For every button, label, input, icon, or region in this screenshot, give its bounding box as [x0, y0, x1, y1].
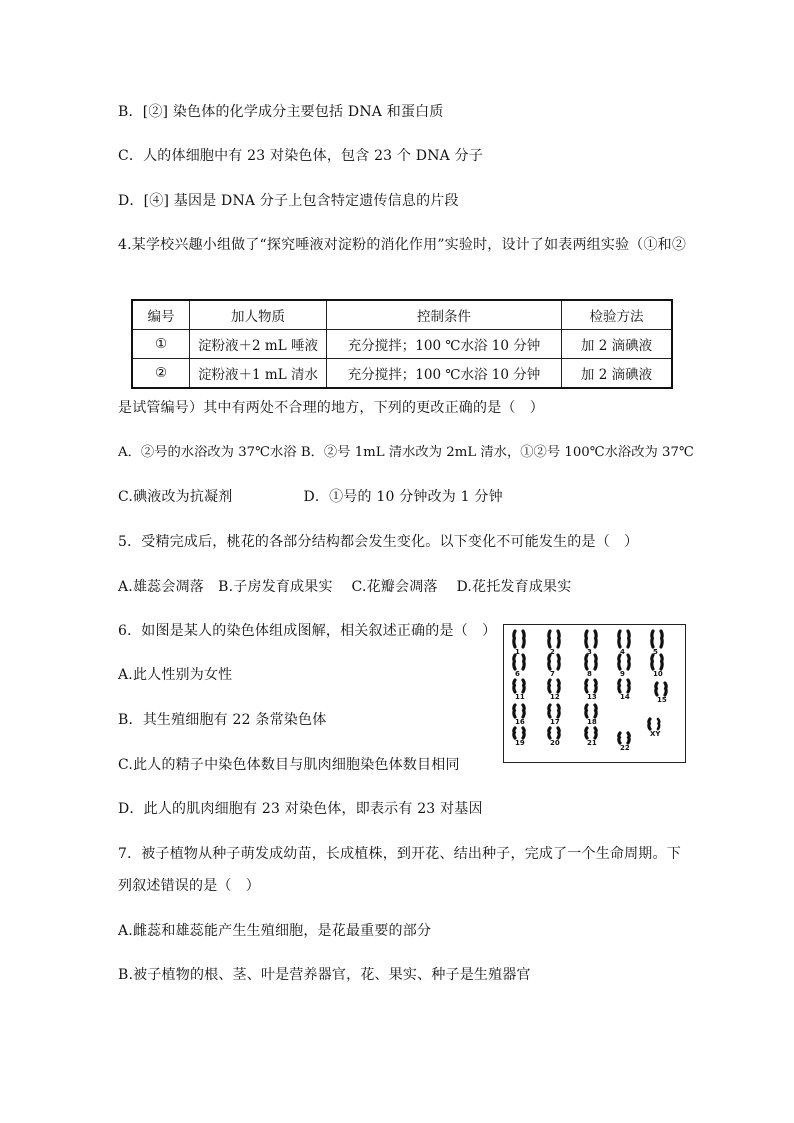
- chromosome-label: 18: [587, 718, 597, 726]
- chromosome-pair-2: [549, 631, 559, 656]
- chromosome-pair-1: [514, 631, 524, 656]
- table-row: [132, 330, 672, 359]
- chromosome-pair-20: [549, 728, 560, 747]
- chromosome-pair-13: [586, 680, 597, 701]
- q6-stem: 6．如图是某人的染色体组成图解，相关叙述正确的是（ ）: [118, 623, 497, 639]
- chromosome-label: 16: [515, 718, 525, 726]
- table-cell: 充分搅拌；100 ℃水浴 10 分钟: [327, 330, 562, 359]
- chromosome-label: 10: [653, 670, 663, 678]
- q4-options-ab: A．②号的水浴改为 37℃水浴 B．②号 1mL 清水改为 2mL 清水，①②号 100℃水浴改为 37℃: [118, 445, 694, 460]
- chromosome-pair-5: [652, 631, 662, 656]
- chromosome-pair-8: [586, 655, 596, 678]
- chromosome-label: 15: [657, 696, 667, 704]
- table-row: [132, 359, 672, 389]
- q3-option-b: B．[②] 染色体的化学成分主要包括 DNA 和蛋白质: [118, 104, 444, 120]
- chromosome-pair-18: [586, 705, 597, 726]
- chromosome-label: XY: [650, 730, 661, 738]
- chromosome-label: 4: [620, 648, 625, 656]
- karyotype-figure: [503, 624, 686, 763]
- chromosome-label: 17: [550, 718, 560, 726]
- chromosome-label: 7: [550, 670, 555, 678]
- chromosome-pair-9: [619, 655, 629, 678]
- q6-option-c: C.此人的精子中染色体数目与肌肉细胞染色体数目相同: [118, 757, 460, 773]
- chromosome-label: 21: [587, 739, 597, 747]
- chromosome-label: 1: [515, 648, 520, 656]
- table-header: 控制条件: [327, 300, 562, 330]
- chromosome-label: 5: [653, 648, 658, 656]
- q5-stem: 5．受精完成后，桃花的各部分结构都会发生变化。以下变化不可能发生的是（ ）: [118, 534, 639, 550]
- chromosome-label: 9: [620, 670, 625, 678]
- table-header-row: [132, 300, 672, 330]
- chromosome-pair-12: [549, 680, 560, 701]
- q6-option-d: D．此人的肌肉细胞有 23 对染色体，即表示有 23 对基因: [118, 801, 483, 817]
- table-header: 加人物质: [190, 300, 327, 330]
- table-header: 检验方法: [562, 300, 673, 330]
- chromosome-pair-11: [514, 680, 525, 701]
- chromosome-label: 13: [587, 693, 597, 701]
- experiment-table: [131, 299, 673, 389]
- chromosome-label: 6: [515, 670, 520, 678]
- chromosome-pair-22: [619, 733, 630, 752]
- q4-stem-part2: 是试管编号）其中有两处不合理的地方，下列的更改正确的是（ ）: [118, 400, 544, 416]
- table-cell: 淀粉液＋1 mL 清水: [190, 359, 327, 389]
- q4-options-cd: C.碘液改为抗凝剂 D．①号的 10 分钟改为 1 分钟: [118, 489, 503, 505]
- chromosome-label: 11: [515, 693, 525, 701]
- q7-stem-line1: 7．被子植物从种子萌发成幼苗，长成植株，到开花、结出种子，完成了一个生命周期。下: [118, 846, 681, 862]
- table-cell: 加 2 滴碘液: [562, 359, 673, 389]
- chromosome-label: 14: [620, 693, 630, 701]
- chromosome-pair-17: [549, 705, 560, 726]
- q6-option-a: A.此人性别为女性: [118, 667, 233, 683]
- chromosome-label: 19: [515, 739, 525, 747]
- chromosome-pair-15: [656, 683, 667, 704]
- chromosome-label: 2: [550, 648, 555, 656]
- chromosome-pair-10: [652, 655, 663, 678]
- q7-option-a: A.雌蕊和雄蕊能产生生殖细胞，是花最重要的部分: [118, 923, 432, 939]
- chromosome-pair-3: [586, 631, 596, 656]
- table-cell: ②: [132, 359, 190, 389]
- chromosome-pair-16: [514, 705, 525, 726]
- chromosome-label: 8: [587, 670, 592, 678]
- table-cell: ①: [132, 330, 190, 359]
- chromosome-label: 20: [550, 739, 560, 747]
- q7-stem-line2: 列叙述错误的是（ ）: [118, 878, 260, 894]
- chromosome-label: 22: [620, 744, 630, 752]
- q3-option-c: C．人的体细胞中有 23 对染色体，包含 23 个 DNA 分子: [118, 148, 484, 164]
- table-cell: 加 2 滴碘液: [562, 330, 673, 359]
- q6-option-b: B．其生殖细胞有 22 条常染色体: [118, 712, 327, 728]
- q5-options: A.雄蕊会凋落 B.子房发育成果实 C.花瓣会凋落 D.花托发育成果实: [118, 579, 572, 595]
- q3-option-d: D．[④] 基因是 DNA 分子上包含特定遗传信息的片段: [118, 193, 459, 209]
- chromosome-pair-4: [619, 631, 629, 656]
- chromosome-pair-21: [586, 728, 597, 747]
- table-cell: 淀粉液＋2 mL 唾液: [190, 330, 327, 359]
- chromosome-label: 12: [550, 693, 560, 701]
- chromosome-pair-6: [514, 655, 524, 678]
- chromosome-label: 3: [587, 648, 592, 656]
- table-cell: 充分搅拌；100 ℃水浴 10 分钟: [327, 359, 562, 389]
- q7-option-b: B.被子植物的根、茎、叶是营养器官，花、果实、种子是生殖器官: [118, 967, 531, 983]
- chromosome-pair-7: [549, 655, 559, 678]
- table-header: 编号: [132, 300, 190, 330]
- q4-stem-part1: 4.某学校兴趣小组做了“探究唾液对淀粉的消化作用”实验时，设计了如表两组实验（①和②: [118, 237, 687, 253]
- chromosome-pair-19: [514, 728, 525, 747]
- chromosome-pair-14: [619, 680, 630, 701]
- chromosome-pair-xy: [649, 719, 662, 738]
